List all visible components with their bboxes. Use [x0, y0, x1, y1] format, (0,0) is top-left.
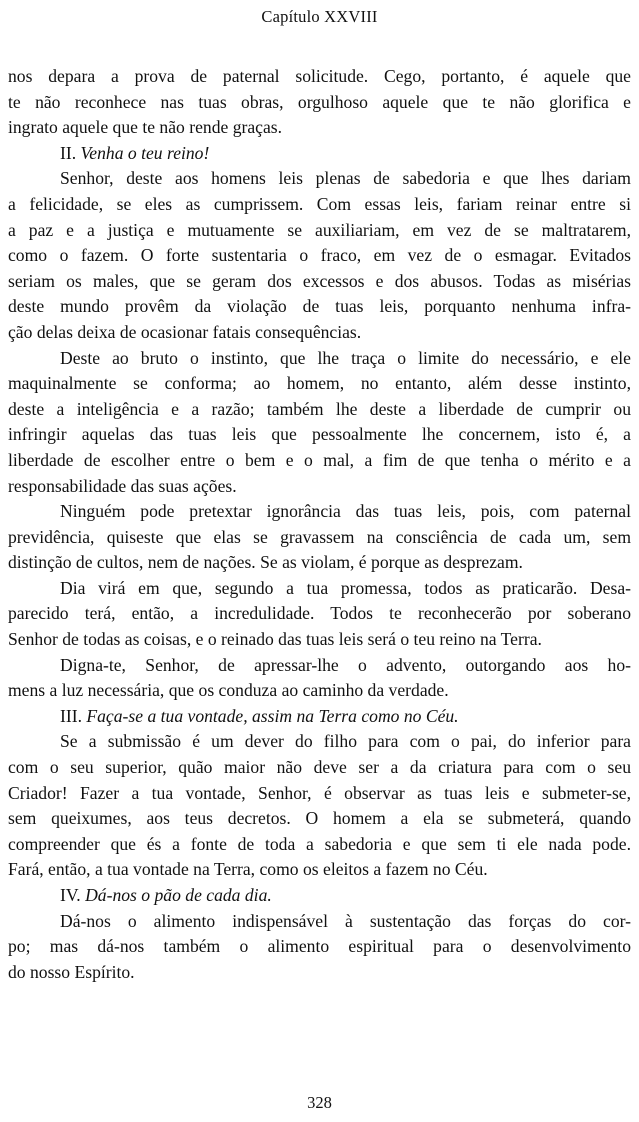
text-line: Criador! Fazer a tua vontade, Senhor, é observar as tuas leis e submeter-se, — [8, 782, 631, 803]
running-head: Capítulo XXVIII — [261, 7, 378, 26]
section-heading-iv — [8, 883, 631, 909]
text-line: Digna-te, Senhor, de apressar-lhe o advento, outorgando aos ho- — [60, 654, 631, 675]
text-line: mens a luz necessária, que os conduza ao caminho da verdade. — [8, 680, 449, 701]
section-title: Faça-se a tua vontade, assim na Terra como no Céu. — [86, 705, 459, 726]
text-line: do nosso Espírito. — [8, 961, 135, 982]
section-number: II. — [60, 142, 81, 163]
text-line: infringir aquelas das tuas leis que pessoalmente lhe concernem, isto é, a — [8, 424, 631, 445]
text-line: Se a submissão é um dever do filho para com o pai, do inferior para — [60, 731, 631, 752]
text-line: ingrato aquele que te não rende graças. — [8, 117, 283, 138]
text-line: Fará, então, a tua vontade na Terra, como os eleitos a fazem no Céu. — [8, 859, 488, 880]
text-line: Dia virá em que, segundo a tua promessa, todos as praticarão. Desa- — [60, 577, 631, 598]
text-line: Senhor, deste aos homens leis plenas de sabedoria e que lhes dariam — [60, 168, 631, 189]
text-line: com o seu superior, quão maior não deve ser a da criatura para com o seu — [8, 757, 631, 778]
text-line: seriam os males, que se geram dos excessos e dos abusos. Todas as misérias — [8, 270, 631, 291]
section-heading-ii — [8, 141, 631, 167]
text-line: liberdade de escolher entre o bem e o mal, a fim de que tenha o mérito e a — [8, 449, 631, 470]
text-line: compreender que és a fonte de toda a sabedoria e que sem ti ele nada pode. — [8, 833, 631, 854]
text-line: te não reconhece nas tuas obras, orgulhoso aquele que te não glorifica e — [8, 91, 631, 112]
page-number: 328 — [307, 1093, 332, 1112]
text-line: maquinalmente se conforma; ao homem, no entanto, além desse instinto, — [8, 373, 631, 394]
body-text — [8, 64, 631, 985]
section-title: Venha o teu reino! — [80, 142, 210, 163]
text-line: distinção de cultos, nem de nações. Se as violam, é porque as desprezam. — [8, 552, 523, 573]
text-line: a paz e a justiça e mutuamente se auxiliariam, em vez de se maltratarem, — [8, 219, 631, 240]
text-line: parecido terá, então, a incredulidade. Todos te reconhecerão por soberano — [8, 603, 631, 624]
section-heading-iii — [8, 704, 631, 730]
text-line: previdência, quiseste que elas se gravassem na consciência de cada um, sem — [8, 526, 631, 547]
text-line: ção delas deixa de ocasionar fatais consequências. — [8, 321, 362, 342]
text-line: deste mundo provêm da violação de tuas leis, porquanto nenhuma infra- — [8, 296, 631, 317]
text-line: po; mas dá-nos também o alimento espiritual para o desenvolvimento — [8, 936, 631, 957]
text-line: como o fazem. O forte sustentaria o fraco, em vez de o esmagar. Evitados — [8, 245, 631, 266]
text-line: nos depara a prova de paternal solicitude. Cego, portanto, é aquele que — [8, 66, 631, 86]
text-line: Ninguém pode pretextar ignorância das tuas leis, pois, com paternal — [60, 501, 631, 522]
text-line: Senhor de todas as coisas, e o reinado das tuas leis será o teu reino na Terra. — [8, 629, 542, 650]
text-line: Deste ao bruto o instinto, que lhe traça o limite do necessário, e ele — [60, 347, 631, 368]
text-line: a felicidade, se eles as cumprissem. Com essas leis, fariam reinar entre si — [8, 193, 631, 214]
text-line: sem queixumes, aos teus decretos. O homem a ela se submeterá, quando — [8, 808, 631, 829]
text-line: deste a inteligência e a razão; também lhe deste a liberdade de cumprir ou — [8, 398, 631, 419]
text-line: responsabilidade das suas ações. — [8, 475, 237, 496]
text-line: Dá-nos o alimento indispensável à sustentação das forças do cor- — [60, 910, 631, 931]
section-number: III. — [60, 705, 87, 726]
section-number: IV. — [60, 885, 86, 905]
section-title: Dá-nos o pão de cada dia. — [85, 885, 272, 905]
